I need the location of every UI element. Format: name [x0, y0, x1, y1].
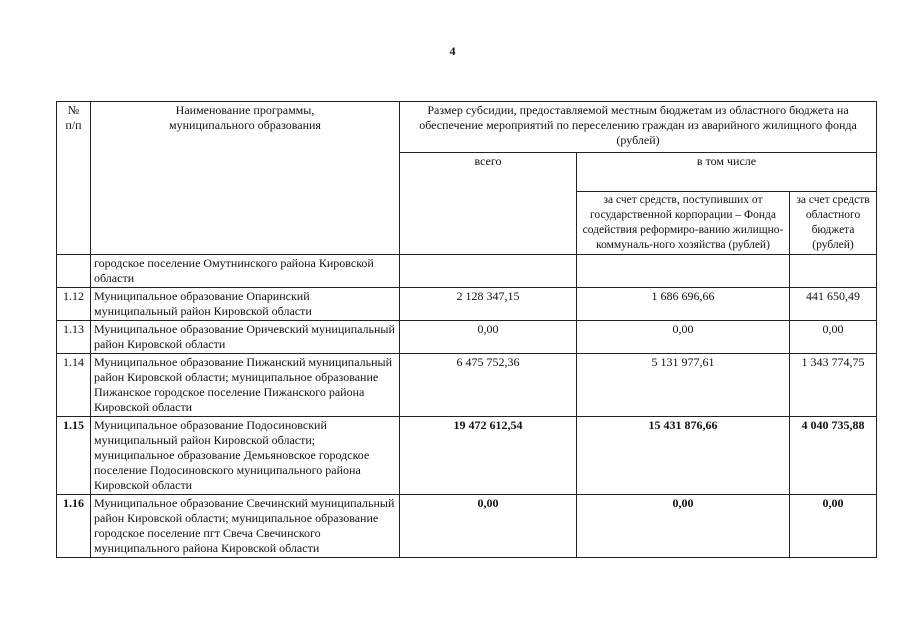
header-num: № п/п — [57, 102, 91, 255]
header-including: в том числе — [577, 153, 877, 192]
header-regional: за счет средств областного бюджета (рублей) — [790, 192, 877, 255]
table-row — [57, 321, 877, 354]
header-name: Наименование программы, муниципального образования — [91, 102, 400, 255]
row-name: Муниципальное образование Пижанский муниципальный район Кировской области; муниципальное образование Пижанское городское поселение Пижанского района Кировской области — [91, 354, 400, 417]
row-number: 1.12 — [57, 288, 91, 321]
row-name: Муниципальное образование Свечинский муниципальный район Кировской области; муниципальное образование городское поселение пгт Свеча Свечинского муниципального района Кировской области — [91, 495, 400, 558]
header-subsidy: Размер субсидии, предоставляемой местным бюджетам из областного бюджета на обеспечение мероприятий по переселению граждан из аварийного жилищного фонда (рублей) — [400, 102, 877, 153]
row-total: 0,00 — [400, 495, 577, 558]
row-number: 1.15 — [57, 417, 91, 495]
row-number: 1.14 — [57, 354, 91, 417]
subsidy-table — [56, 101, 877, 558]
row-regional: 0,00 — [790, 321, 877, 354]
row-name: Муниципальное образование Подосиновский муниципальный район Кировской области; муниципальное образование Демьяновское городское поселение Подосиновского муниципального района Кировской области — [91, 417, 400, 495]
row-total: 0,00 — [400, 321, 577, 354]
row-regional: 441 650,49 — [790, 288, 877, 321]
row-fund: 0,00 — [577, 495, 790, 558]
row-number: 1.16 — [57, 495, 91, 558]
row-name: Муниципальное образование Оричевский муниципальный район Кировской области — [91, 321, 400, 354]
row-regional: 4 040 735,88 — [790, 417, 877, 495]
table-row — [57, 495, 877, 558]
row-regional — [790, 255, 877, 288]
row-total — [400, 255, 577, 288]
row-total: 6 475 752,36 — [400, 354, 577, 417]
row-fund: 5 131 977,61 — [577, 354, 790, 417]
row-fund: 1 686 696,66 — [577, 288, 790, 321]
row-total: 2 128 347,15 — [400, 288, 577, 321]
row-total: 19 472 612,54 — [400, 417, 577, 495]
row-regional: 0,00 — [790, 495, 877, 558]
header-row-1 — [57, 102, 877, 153]
page-number: 4 — [449, 44, 456, 58]
header-fund: за счет средств, поступивших от государственной корпорации – Фонда содействия реформиро-ванию жилищно-коммуналь-ного хозяйства (рублей) — [577, 192, 790, 255]
row-name: городское поселение Омутнинского района Кировской области — [91, 255, 400, 288]
table-row — [57, 255, 877, 288]
row-number — [57, 255, 91, 288]
row-regional: 1 343 774,75 — [790, 354, 877, 417]
row-fund — [577, 255, 790, 288]
row-number: 1.13 — [57, 321, 91, 354]
row-fund: 0,00 — [577, 321, 790, 354]
table-row — [57, 288, 877, 321]
row-fund: 15 431 876,66 — [577, 417, 790, 495]
row-name: Муниципальное образование Опаринский муниципальный район Кировской области — [91, 288, 400, 321]
table-row — [57, 417, 877, 495]
header-total: всего — [400, 153, 577, 255]
table-row — [57, 354, 877, 417]
